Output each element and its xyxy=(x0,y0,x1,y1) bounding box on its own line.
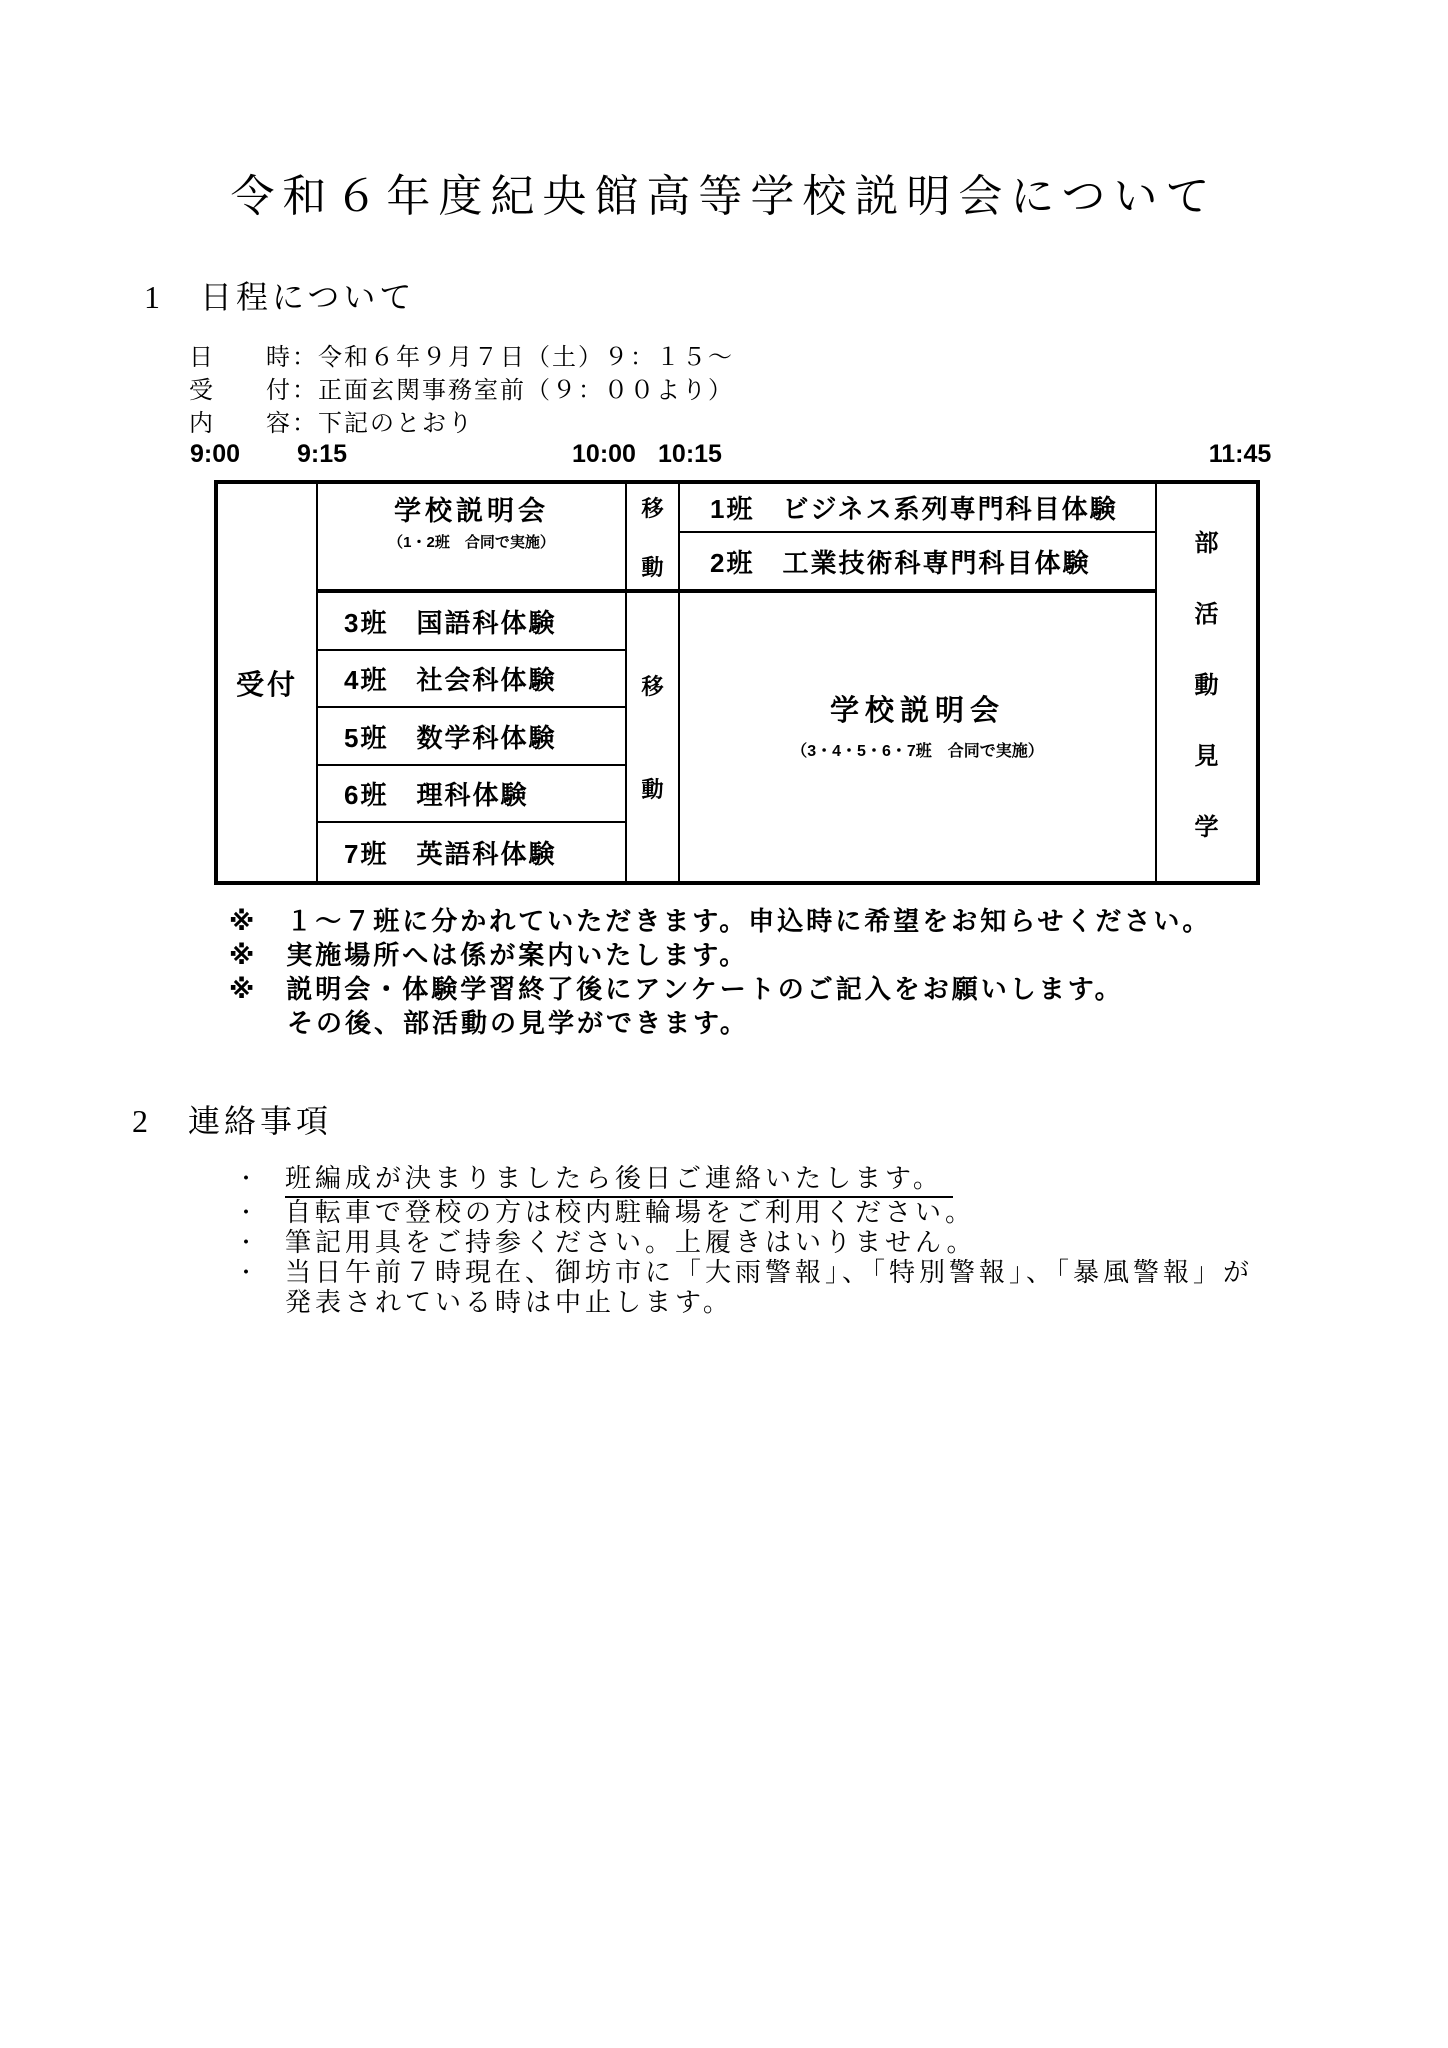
list-item-text: 自転車で登校の方は校内駐輪場をご利用ください。 xyxy=(285,1198,976,1227)
list-item-text: 当日午前７時現在、御坊市に「大雨警報」、「特別警報」、「暴風警報」が xyxy=(285,1258,1254,1287)
contact-notes-list xyxy=(235,1164,1253,1318)
detail-line-contents xyxy=(189,408,734,441)
cell-group1: 1班 ビジネス系列専門科目体験 xyxy=(680,484,1155,533)
club-char: 見 xyxy=(1194,743,1219,770)
detail-line-datetime xyxy=(189,342,734,375)
note-line: その後、部活動の見学ができます。 xyxy=(229,1008,749,1038)
cell-session-groups12 xyxy=(318,484,627,593)
cell-move-top xyxy=(627,484,680,593)
cell-club-visit xyxy=(1155,484,1256,881)
move-char: 動 xyxy=(641,554,664,580)
detail-value: 容：下記のとおり xyxy=(266,411,474,437)
notes-block xyxy=(229,904,1211,1040)
time-label-915: 9:15 xyxy=(296,440,348,468)
club-char: 部 xyxy=(1194,530,1219,557)
note-line: ※ 実施場所へは係が案内いたします。 xyxy=(229,940,749,970)
move-char: 動 xyxy=(641,777,664,802)
session1-subtitle: （1・2班 合同で実施） xyxy=(388,534,555,551)
bullet-icon: ・ xyxy=(235,1260,262,1285)
list-item xyxy=(235,1164,1253,1198)
time-label-1000: 10:00 xyxy=(572,440,636,468)
detail-value: 時：令和６年９月７日（土）９：１５～ xyxy=(266,345,734,371)
session2-block xyxy=(791,688,1044,761)
cell-group5: 5班 数学科体験 xyxy=(318,708,627,766)
detail-line-reception xyxy=(189,375,734,408)
session2-title: 学校説明会 xyxy=(829,694,1005,727)
cell-group7: 7班 英語科体験 xyxy=(318,823,627,881)
page-title: 令和６年度紀央館高等学校説明会について xyxy=(230,172,1218,221)
note-line: ※ １～７班に分かれていただきます。申込時に希望をお知らせください。 xyxy=(229,906,1212,936)
bullet-icon: ・ xyxy=(235,1166,262,1191)
detail-label: 日 xyxy=(189,345,213,371)
detail-label: 受 xyxy=(189,378,213,404)
cell-group2: 2班 工業技術科専門科目体験 xyxy=(680,533,1155,593)
detail-label: 内 xyxy=(189,411,213,437)
list-item xyxy=(235,1258,1253,1288)
list-item-text: 班編成が決まりましたら後日ご連絡いたします。 xyxy=(285,1164,953,1198)
schedule-details xyxy=(189,342,734,441)
cell-move-bottom xyxy=(627,593,680,881)
detail-value: 付：正面玄関事務室前（９：００より） xyxy=(266,378,734,404)
move-char: 移 xyxy=(641,674,664,699)
section1-heading: 1 日程について xyxy=(144,279,416,315)
cell-reception: 受付 xyxy=(218,484,318,881)
club-char: 学 xyxy=(1194,814,1219,841)
cell-group6: 6班 理科体験 xyxy=(318,766,627,823)
move-char: 移 xyxy=(641,495,664,521)
list-item xyxy=(235,1198,1253,1228)
section2-heading: 2 連絡事項 xyxy=(132,1103,333,1139)
time-label-1015: 10:15 xyxy=(658,440,722,468)
cell-session-groups34567 xyxy=(680,593,1155,881)
list-item xyxy=(235,1228,1253,1258)
time-label-900: 9:00 xyxy=(189,440,241,468)
club-char: 活 xyxy=(1194,601,1219,628)
bullet-icon: ・ xyxy=(235,1200,262,1225)
time-label-1145: 11:45 xyxy=(1208,440,1272,468)
cell-group3: 3班 国語科体験 xyxy=(318,593,627,651)
list-item-continuation: 発表されている時は中止します。 xyxy=(285,1288,733,1317)
club-char: 動 xyxy=(1194,672,1219,699)
session2-subtitle: （3・4・5・6・7班 合同で実施） xyxy=(791,742,1044,760)
note-line: ※ 説明会・体験学習終了後にアンケートのご記入をお願いします。 xyxy=(229,974,1124,1004)
session1-title: 学校説明会 xyxy=(394,496,549,526)
schedule-table xyxy=(214,480,1260,885)
bullet-icon: ・ xyxy=(235,1230,262,1255)
cell-group4: 4班 社会科体験 xyxy=(318,651,627,708)
list-item-text: 筆記用具をご持参ください。上履きはいりません。 xyxy=(285,1228,977,1257)
